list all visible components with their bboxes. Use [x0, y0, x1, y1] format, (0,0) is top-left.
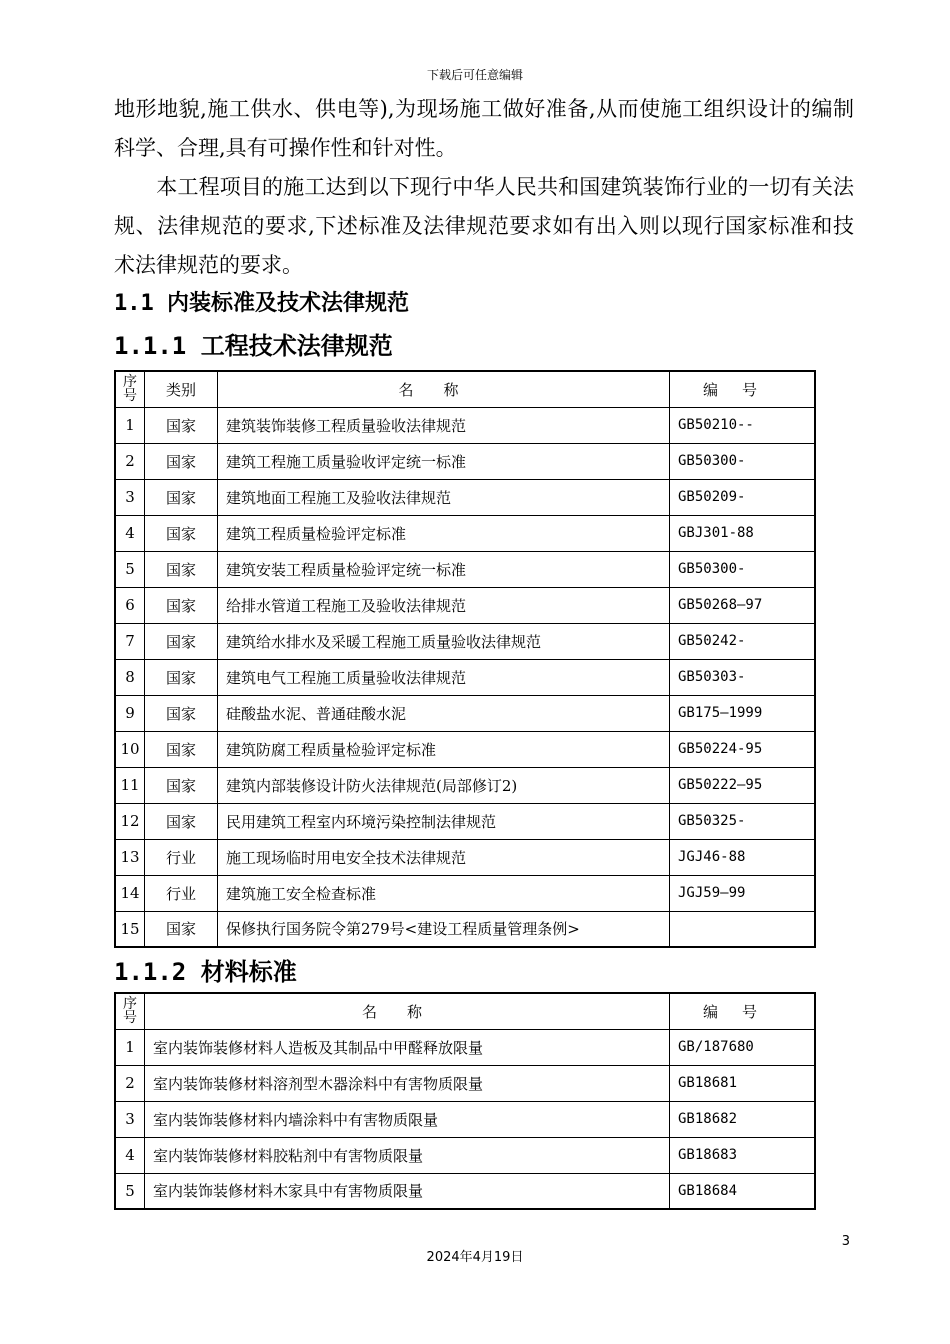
material-standards-table [114, 992, 816, 1210]
cell-name: 室内装饰装修材料人造板及其制品中甲醛释放限量 [145, 1029, 670, 1065]
cell-name: 硅酸盐水泥、普通硅酸水泥 [218, 695, 670, 731]
cell-code: GB50300- [670, 551, 816, 587]
page-header: 下载后可任意编辑 [426, 68, 523, 82]
cell-code: GB50209- [670, 479, 816, 515]
cell-seq: 4 [115, 515, 145, 551]
header-name: 名称 [145, 993, 670, 1029]
cell-category: 国家 [145, 767, 218, 803]
section-heading-1-1-1: 1.1.1 工程技术法律规范 [114, 332, 393, 360]
table-row [115, 551, 815, 587]
table-row [115, 479, 815, 515]
cell-category: 行业 [145, 839, 218, 875]
cell-seq: 11 [115, 767, 145, 803]
cell-code: GB50224-95 [670, 731, 816, 767]
cell-category: 国家 [145, 623, 218, 659]
cell-name: 室内装饰装修材料溶剂型木器涂料中有害物质限量 [145, 1065, 670, 1101]
cell-name: 室内装饰装修材料胶粘剂中有害物质限量 [145, 1137, 670, 1173]
cell-seq: 15 [115, 911, 145, 947]
cell-seq: 3 [115, 1101, 145, 1137]
cell-name: 室内装饰装修材料内墙涂料中有害物质限量 [145, 1101, 670, 1137]
cell-name: 建筑防腐工程质量检验评定标准 [218, 731, 670, 767]
cell-seq: 2 [115, 443, 145, 479]
paragraph-2: 本工程项目的施工达到以下现行中华人民共和国建筑装饰行业的一切有关法规、法律规范的要求,下述标准及法律规范要求如有出入则以现行国家标准和技术法律规范的要求。 [114, 175, 854, 277]
cell-code: GB18684 [670, 1173, 816, 1209]
table-row [115, 695, 815, 731]
table-row [115, 1137, 815, 1173]
cell-name: 施工现场临时用电安全技术法律规范 [218, 839, 670, 875]
section-heading-1-1: 1.1 内装标准及技术法律规范 [114, 291, 409, 316]
cell-name: 给排水管道工程施工及验收法律规范 [218, 587, 670, 623]
header-code: 编号 [670, 993, 816, 1029]
section-heading-1-1-2: 1.1.2 材料标准 [114, 958, 297, 986]
cell-category: 国家 [145, 587, 218, 623]
cell-seq: 1 [115, 1029, 145, 1065]
cell-seq: 5 [115, 1173, 145, 1209]
table-row [115, 875, 815, 911]
cell-seq: 8 [115, 659, 145, 695]
cell-seq: 7 [115, 623, 145, 659]
table-row [115, 587, 815, 623]
cell-seq: 4 [115, 1137, 145, 1173]
table-header-row [115, 371, 815, 407]
cell-name: 室内装饰装修材料木家具中有害物质限量 [145, 1173, 670, 1209]
cell-seq: 1 [115, 407, 145, 443]
table-row [115, 911, 815, 947]
cell-name: 建筑安装工程质量检验评定统一标准 [218, 551, 670, 587]
cell-seq: 2 [115, 1065, 145, 1101]
cell-category: 国家 [145, 803, 218, 839]
cell-code: JGJ59—99 [670, 875, 816, 911]
cell-category: 国家 [145, 443, 218, 479]
cell-code: GB50303- [670, 659, 816, 695]
cell-seq: 3 [115, 479, 145, 515]
table-row [115, 803, 815, 839]
cell-name: 建筑工程质量检验评定标准 [218, 515, 670, 551]
cell-seq: 9 [115, 695, 145, 731]
table-row [115, 731, 815, 767]
cell-category: 国家 [145, 731, 218, 767]
table-row [115, 515, 815, 551]
table-row [115, 659, 815, 695]
cell-code: GB50242- [670, 623, 816, 659]
cell-name: 建筑地面工程施工及验收法律规范 [218, 479, 670, 515]
cell-seq: 5 [115, 551, 145, 587]
table-row [115, 623, 815, 659]
cell-name: 建筑工程施工质量验收评定统一标准 [218, 443, 670, 479]
cell-code: GB50268—97 [670, 587, 816, 623]
cell-seq: 13 [115, 839, 145, 875]
header-code: 编号 [670, 371, 816, 407]
cell-category: 行业 [145, 875, 218, 911]
cell-name: 建筑施工安全检查标准 [218, 875, 670, 911]
cell-code: GB50210-- [670, 407, 816, 443]
table-row [115, 1173, 815, 1209]
cell-category: 国家 [145, 479, 218, 515]
cell-seq: 12 [115, 803, 145, 839]
cell-code: GB18682 [670, 1101, 816, 1137]
cell-code: GB175—1999 [670, 695, 816, 731]
cell-seq: 10 [115, 731, 145, 767]
cell-category: 国家 [145, 911, 218, 947]
cell-code: GB/187680 [670, 1029, 816, 1065]
header-seq: 序号 [115, 993, 145, 1029]
cell-code: GB50325- [670, 803, 816, 839]
cell-code: GB18683 [670, 1137, 816, 1173]
table-row [115, 1101, 815, 1137]
table-row [115, 1029, 815, 1065]
cell-seq: 6 [115, 587, 145, 623]
table-row [115, 839, 815, 875]
cell-category: 国家 [145, 515, 218, 551]
technical-standards-table [114, 370, 816, 948]
cell-name: 建筑装饰装修工程质量验收法律规范 [218, 407, 670, 443]
footer-date: 2024年4月19日 [426, 1250, 524, 1265]
cell-code [670, 911, 816, 947]
cell-code: JGJ46-88 [670, 839, 816, 875]
cell-seq: 14 [115, 875, 145, 911]
cell-category: 国家 [145, 551, 218, 587]
table-header-row [115, 993, 815, 1029]
cell-name: 建筑给水排水及采暖工程施工质量验收法律规范 [218, 623, 670, 659]
cell-name: 民用建筑工程室内环境污染控制法律规范 [218, 803, 670, 839]
cell-name: 建筑内部装修设计防火法律规范(局部修订2) [218, 767, 670, 803]
cell-category: 国家 [145, 407, 218, 443]
table-row [115, 1065, 815, 1101]
header-seq: 序号 [115, 371, 145, 407]
paragraph-1: 地形地貌,施工供水、供电等),为现场施工做好准备,从而使施工组织设计的编制科学、合理,具有可操作性和针对性。 [114, 97, 854, 160]
cell-code: GB18681 [670, 1065, 816, 1101]
cell-code: GB50300- [670, 443, 816, 479]
cell-category: 国家 [145, 659, 218, 695]
header-category: 类别 [145, 371, 218, 407]
cell-name: 建筑电气工程施工质量验收法律规范 [218, 659, 670, 695]
header-name: 名称 [218, 371, 670, 407]
table-row [115, 407, 815, 443]
table-row [115, 443, 815, 479]
cell-code: GBJ301-88 [670, 515, 816, 551]
page-number: 3 [841, 1234, 850, 1249]
cell-code: GB50222—95 [670, 767, 816, 803]
table-row [115, 767, 815, 803]
cell-category: 国家 [145, 695, 218, 731]
cell-name: 保修执行国务院令第279号<建设工程质量管理条例> [218, 911, 670, 947]
